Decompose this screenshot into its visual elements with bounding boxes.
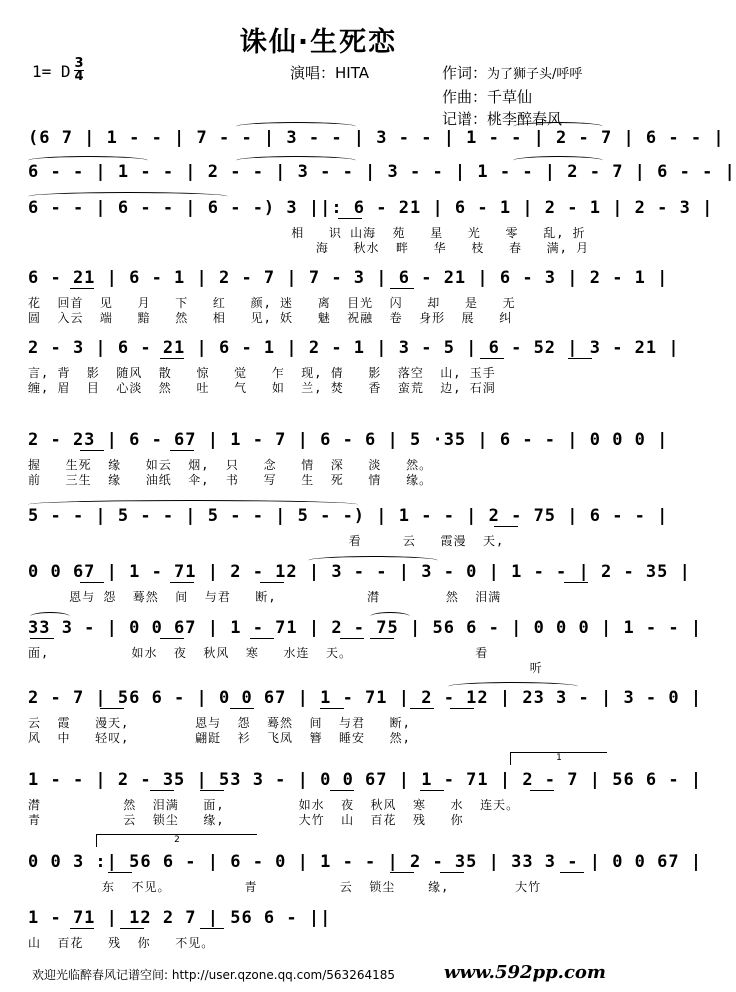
notes-line: 6 - - | 6 - - | 6 - -) 3 ||: 6 - 21 | 6 - 1 | 2 - 1 | 2 - 3 | [28,198,714,218]
time-signature-top: 3 [74,56,84,71]
beam [390,288,414,289]
tie-mark [513,122,603,131]
beam [420,790,444,791]
notes-line: 5 - - | 5 - - | 5 - - | 5 - -) | 1 - - | 2 - 75 | 6 - - | [28,506,669,526]
composer-credit: 作曲：千草仙 [442,88,533,106]
beam [340,638,364,639]
time-signature [74,58,84,83]
tie-mark [448,682,578,691]
transcriber-credit: 记谱：桃李醉春风 [442,110,563,128]
notes-line: 1 - 71 | 12 2 7 | 56 6 - || [28,908,332,928]
beam [330,790,354,791]
beam [170,450,194,451]
lyric-verse-1: 花 回首 见 月 下 红 颜, 迷 离 目光 闪 却 是 无 [28,296,516,310]
beam [530,790,554,791]
beam [170,582,194,583]
beam [200,790,224,791]
beam [30,638,54,639]
beam [320,708,344,709]
beam [230,708,254,709]
tie-mark [28,156,148,165]
lyric-verse-2: 缠, 眉 目 心淡 然 吐 气 如 兰, 焚 香 蛮荒 边, 石洞 [28,381,496,395]
beam [568,358,592,359]
lyric-verse-2: 前 三生 缘 油纸 伞, 书 写 生 死 情 缘。 [28,473,433,487]
beam [100,708,124,709]
tie-mark [236,156,356,165]
second-ending-bracket [96,834,257,847]
beam [338,218,362,219]
lyricist-credit [442,62,582,86]
notes-line: 6 - 21 | 6 - 1 | 2 - 7 | 7 - 3 | 6 - 21 | 6 - 3 | 2 - 1 | [28,268,669,288]
beam [260,582,284,583]
tie-mark [308,556,438,565]
site-watermark: www.592pp.com [444,962,606,983]
song-title: 诛仙·生死恋 [239,27,398,58]
tie-mark [513,156,603,165]
beam [410,708,434,709]
lyricist-label: 作词： [442,64,488,82]
tie-mark [28,500,358,509]
beam [150,790,174,791]
footer-credit: 欢迎光临醉春风记谱空间: http://user.qzone.qq.com/563264185 [32,968,396,982]
notes-line: 0 0 67 | 1 - 71 | 2 - 12 | 3 - - | 3 - 0 | 1 - - | 2 - 35 | [28,562,691,582]
tie-mark [30,612,70,621]
lyric-verse-1: 面, 如水 夜 秋风 寒 水连 天。 看 [28,646,489,660]
lyric-verse-1: 东 不见。 青 云 锁尘 缘, 大竹 [28,880,542,894]
lyric-verse-1: 云 霞 漫天, 恩与 怨 蓦然 间 与君 断, [28,716,411,730]
lyric-verse-1: 相 识 山海 苑 星 光 零 乱, 折 [28,226,586,240]
beam [160,638,184,639]
beam [390,872,414,873]
notes-line: (6 7 | 1 - - | 7 - - | 3 - - | 3 - - | 1 - - | 2 - 7 | 6 - - | [28,128,725,148]
lyric-verse-2: 青 云 锁尘 缘, 大竹 山 百花 残 你 [28,813,464,827]
beam [108,872,132,873]
beam [564,582,588,583]
beam [200,928,224,929]
notes-line: 2 - 3 | 6 - 21 | 6 - 1 | 2 - 1 | 3 - 5 | 6 - 52 | 3 - 21 | [28,338,680,358]
lyric-verse-2: 风 中 轻叹, 翩跹 衫 飞凤 簪 睡安 然, [28,731,411,745]
beam [370,638,394,639]
lyric-verse-2: 海 秋水 畔 华 枝 春 满, 月 [28,241,590,255]
lyric-verse-1: 言, 背 影 随风 散 惊 觉 乍 现, 倩 影 落空 山, 玉手 [28,366,496,380]
lyricist-name: 为了狮子头/呼呼 [487,67,583,82]
notes-line: 33 3 - | 0 0 67 | 1 - 71 | 2 - 75 | 56 6 - | 0 0 0 | 1 - - | [28,618,703,638]
beam [80,582,104,583]
time-signature-bottom: 4 [74,69,84,84]
lyric-verse-1: 山 百花 残 你 不见。 [28,936,215,950]
beam [120,928,144,929]
beam [450,708,474,709]
credits-block [442,62,582,130]
lyric-verse-1: 看 云 霞漫 天, [28,534,505,548]
first-ending-label: 1 [556,753,562,763]
notes-line: 6 - - | 1 - - | 2 - - | 3 - - | 3 - - | 1 - - | 2 - 7 | 6 - - | [28,162,736,182]
beam [560,872,584,873]
beam [480,358,504,359]
notes-line: 0 0 3 :| 56 6 - | 6 - 0 | 1 - - | 2 - 35 | 33 3 - | 0 0 67 | [28,852,703,872]
beam [440,872,464,873]
lyric-verse-1: 潸 然 泪满 面, 如水 夜 秋风 寒 水 连天。 [28,798,520,812]
notes-line: 2 - 7 | 56 6 - | 0 0 67 | 1 - 71 | 2 - 12 | 23 3 - | 3 - 0 | [28,688,703,708]
key-signature: 1= D [32,62,71,81]
notes-line: 1 - - | 2 - 35 | 53 3 - | 0 0 67 | 1 - 71 | 2 - 7 | 56 6 - | [28,770,703,790]
notes-line: 2 - 23 | 6 - 67 | 1 - 7 | 6 - 6 | 5 ·35 | 6 - - | 0 0 0 | [28,430,669,450]
lyric-verse-1: 恩与 怨 蓦然 间 与君 断, 潸 然 泪满 [28,590,502,604]
tie-mark [236,122,356,131]
beam [494,526,518,527]
singer-credit: 演唱：HITA [290,64,369,82]
beam [70,288,94,289]
tie-mark [28,192,228,201]
beam [80,450,104,451]
lyric-verse-2: 听 [28,661,543,675]
lyric-verse-2: 圆 入云 端 黯 然 相 见, 妖 魅 祝融 卷 身形 展 纠 [28,311,513,325]
beam [250,638,274,639]
tie-mark [370,612,410,621]
lyric-verse-1: 握 生死 缘 如云 烟, 只 念 情 深 淡 然。 [28,458,433,472]
beam [70,928,94,929]
first-ending-bracket [510,752,607,765]
beam [160,358,184,359]
second-ending-label: 2 [174,835,180,845]
